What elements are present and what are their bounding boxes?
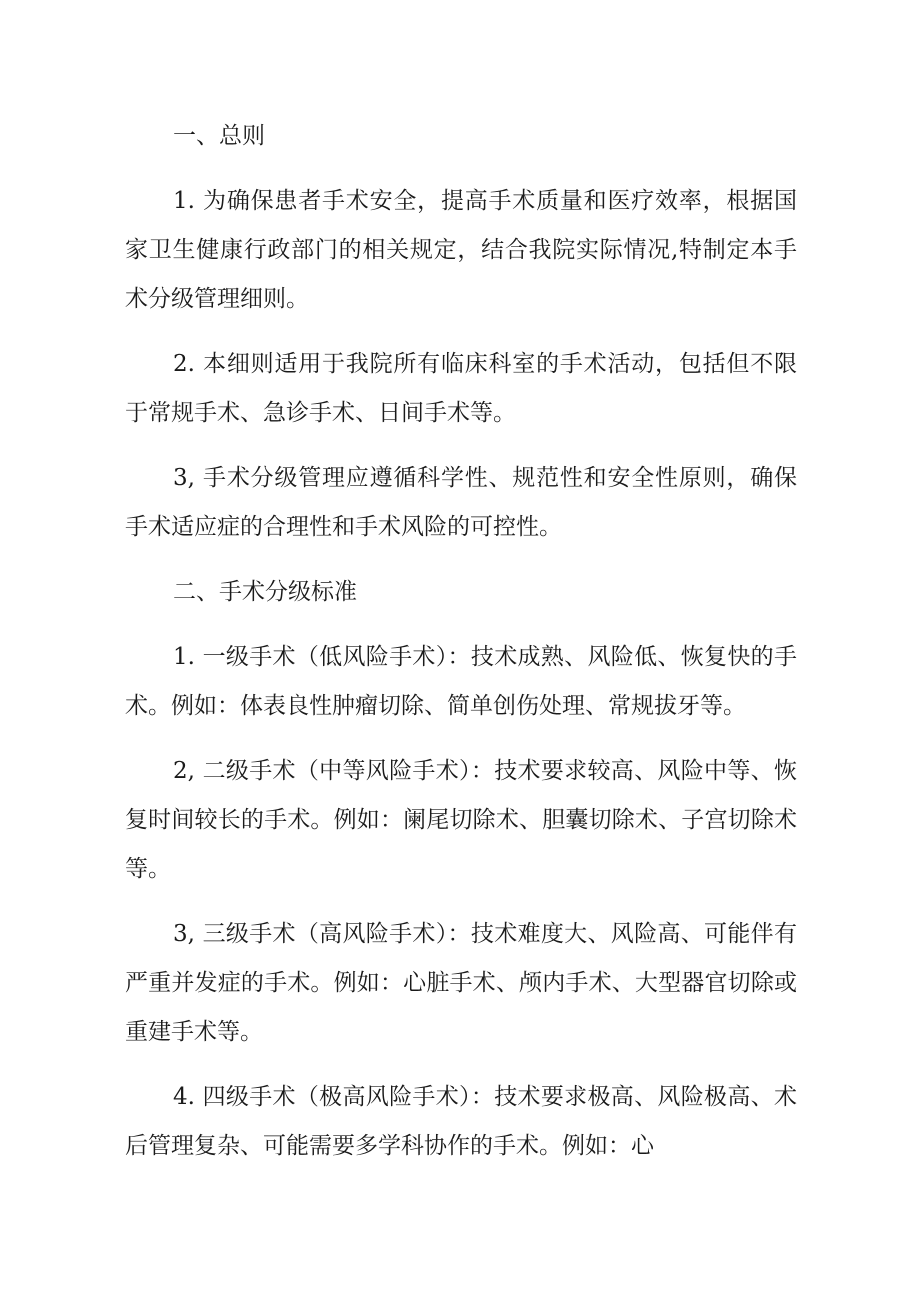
paragraph-grade-1: 1. 一级手术（低风险手术）：技术成熟、风险低、恢复快的手术。例如：体表良性肿瘤切除、简单创伤处理、常规拔牙等。 bbox=[125, 644, 797, 719]
paragraph-general-2: 2. 本细则适用于我院所有临床科室的手术活动，包括但不限于常规手术、急诊手术、日间手术等。 bbox=[125, 351, 797, 426]
paragraph-grade-2: 2, 二级手术（中等风险手术）：技术要求较高、风险中等、恢复时间较长的手术。例如：阑尾切除术、胆囊切除术、子宫切除术等。 bbox=[125, 758, 797, 882]
paragraph-general-1: 1. 为确保患者手术安全，提高手术质量和医疗效率，根据国家卫生健康行政部门的相关规定，结合我院实际情况,特制定本手术分级管理细则。 bbox=[125, 188, 797, 312]
paragraph-grade-4: 4. 四级手术（极高风险手术）：技术要求极高、风险极高、术后管理复杂、可能需要多学科协作的手术。例如：心 bbox=[125, 1084, 797, 1159]
paragraph-grade-3: 3, 三级手术（高风险手术）：技术难度大、风险高、可能伴有严重并发症的手术。例如：心脏手术、颅内手术、大型器官切除或重建手术等。 bbox=[125, 921, 797, 1045]
section-heading-general: 一、总则 bbox=[173, 123, 265, 149]
document-body bbox=[125, 112, 797, 1187]
paragraph-general-3: 3, 手术分级管理应遵循科学性、规范性和安全性原则，确保手术适应症的合理性和手术风险的可控性。 bbox=[125, 465, 797, 540]
section-heading-grading-standards: 二、手术分级标准 bbox=[173, 579, 357, 605]
